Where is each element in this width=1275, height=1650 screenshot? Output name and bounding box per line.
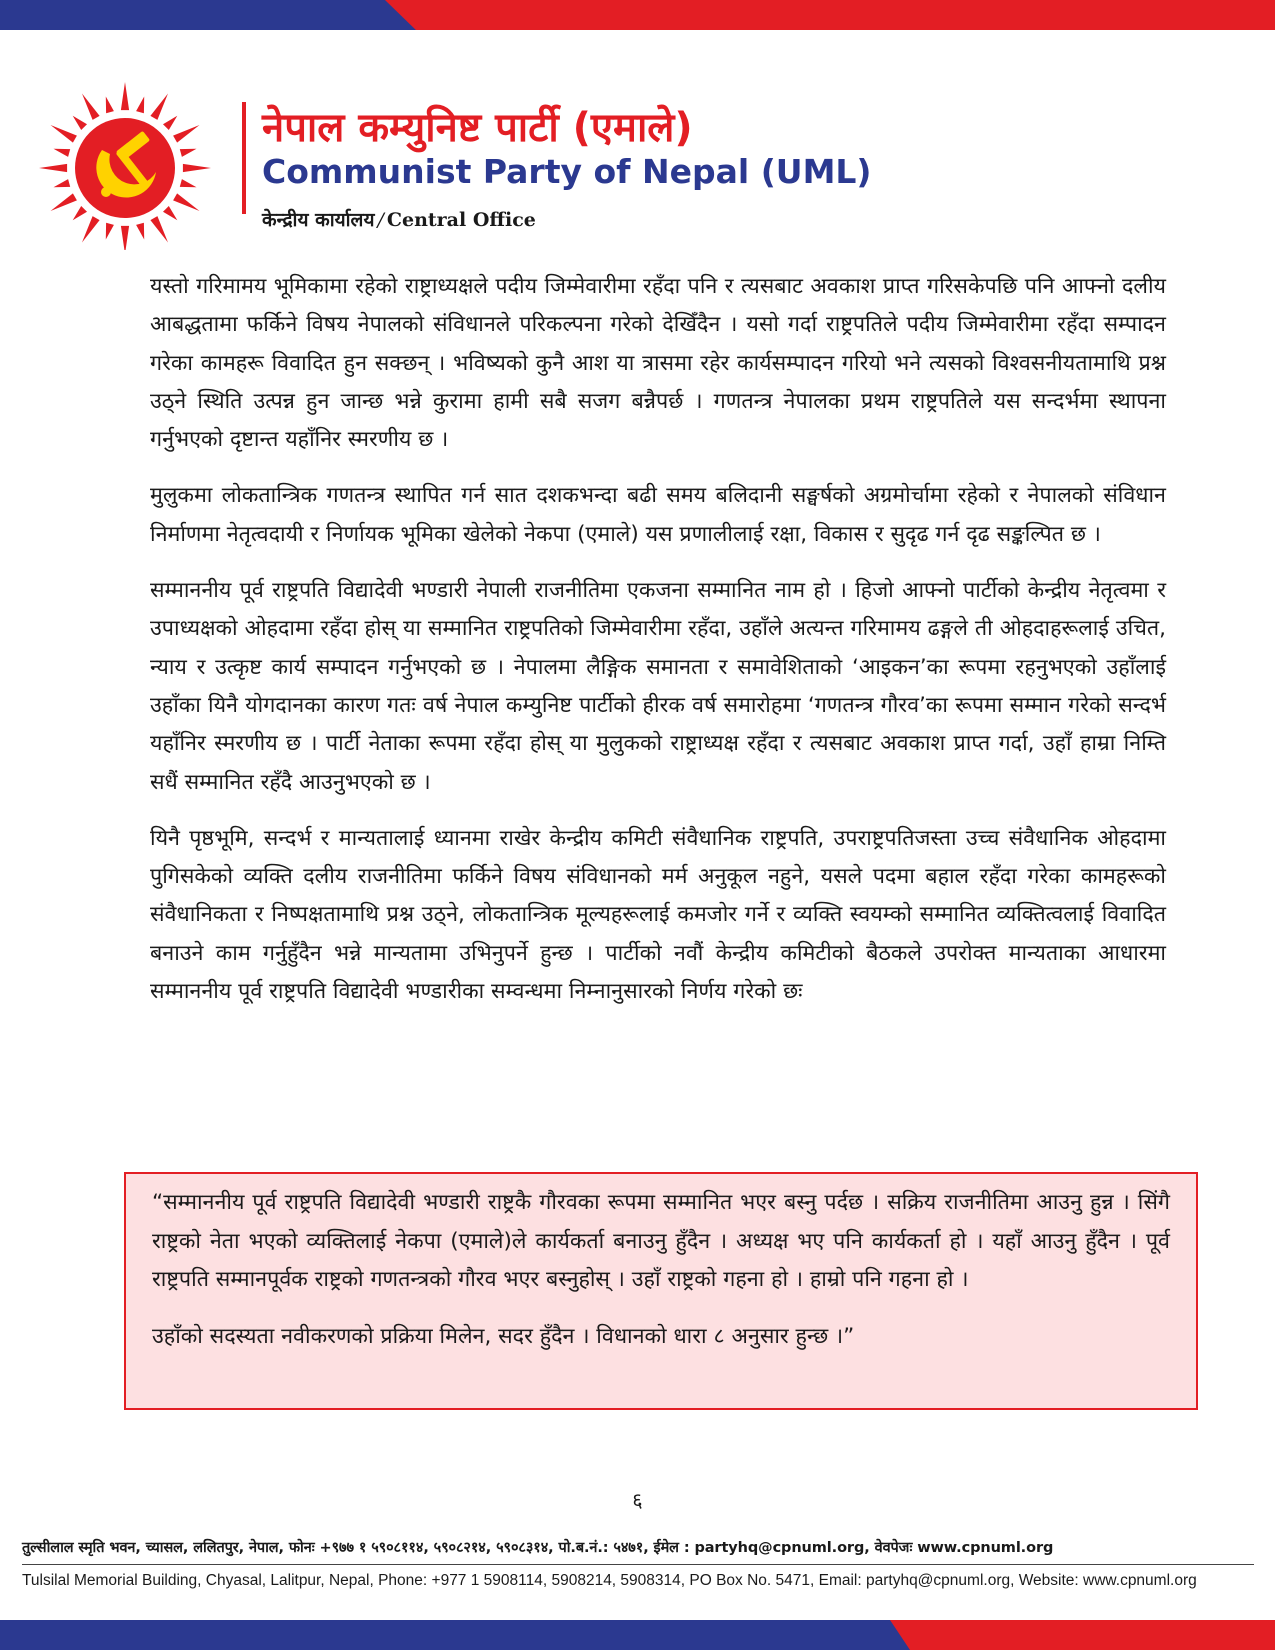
sun-ray bbox=[54, 149, 71, 157]
sun-ray bbox=[51, 193, 77, 211]
footer-address-english: Tulsilal Memorial Building, Chyasal, Lalitpur, Nepal, Phone: +977 1 5908114, 5908214, 5908314, PO Box No. 5471, Email: partyhq@cpnuml.org, Website: www.cpnuml.org bbox=[22, 1572, 1197, 1589]
bottom-color-bar bbox=[0, 1612, 1275, 1650]
decision-quote-box bbox=[124, 1172, 1198, 1410]
party-title-english: Communist Party of Nepal (UML) bbox=[262, 152, 872, 191]
sun-ray bbox=[121, 82, 129, 110]
sun-ray bbox=[173, 125, 199, 143]
footer-address-nepali: तुल्सीलाल स्मृति भवन, च्यासल, ललितपुर, नेपाल, फोनः +९७७ १ ५९०८११४, ५९०८२१४, ५९०८३१४, पो.ब.नं.: ५४७१, ईमेल : partyhq@cpnuml.org, वेवपेजः www.cpnuml.org bbox=[22, 1540, 1054, 1556]
sun-ray bbox=[136, 97, 144, 114]
sun-ray bbox=[136, 223, 144, 240]
body-paragraph: यस्तो गरिमामय भूमिकामा रहेको राष्ट्राध्यक्षले पदीय जिम्मेवारीमा रहँदा पनि र त्यसबाट अवकाश प्राप्त गरिसकेपछि पनि आफ्नो दलीय आबद्धतामा फर्किने विषय नेपालको संविधानले परिकल्पना गरेको देखिँदैन । यसो गर्दा राष्ट्रपतिले पदीय जिम्मेवारीमा रहँदा सम्पादन गरेका कामहरू विवादित हुन सक्छन् । भविष्यको कुनै आश या त्रासमा रहेर कार्यसम्पादन गरियो भने त्यसको विश्वसनीयतामाथि प्रश्न उठ्ने स्थिति उत्पन्न हुन जान्छ भन्ने कुरामा हामी सबै सजग बन्नैपर्छ । गणतन्त्र नेपालका प्रथम राष्ट्रपतिले यस सन्दर्भमा स्थापना गर्नुभएको दृष्टान्त यहाँनिर स्मरणीय छ । bbox=[150, 274, 1166, 453]
sun-ray bbox=[82, 94, 100, 120]
office-label bbox=[262, 206, 536, 232]
page-number: ६ bbox=[632, 1488, 643, 1512]
sun-ray bbox=[106, 223, 114, 240]
office-label-nepali: केन्द्रीय कार्यालय bbox=[262, 209, 375, 231]
top-color-bar bbox=[0, 0, 1275, 34]
sun-ray bbox=[121, 226, 129, 250]
quote-paragraph: “सम्माननीय पूर्व राष्ट्रपति विद्यादेवी भण्डारी राष्ट्रकै गौरवका रूपमा सम्मानित भएर बस्नु पर्दछ । सक्रिय राजनीतिमा आउनु हुन्न । सिंगै राष्ट्रको नेता भएको व्यक्तिलाई नेकपा (एमाले)ले कार्यकर्ता बनाउनु हुँदैन । अध्यक्ष भए पनि कार्यकर्ता हो । यहाँ आउनु हुँदैन । पूर्व राष्ट्रपति सम्मानपूर्वक राष्ट्रको गणतन्त्रको गौरव भएर बस्नुहोस् । उहाँ राष्ट्रको गहना हो । हाम्रो पनि गहना हो । bbox=[152, 1190, 1170, 1292]
sun-ray bbox=[54, 179, 71, 187]
quote-paragraph: उहाँको सदस्यता नवीकरणको प्रक्रिया मिलेन, सदर हुँदैन । विधानको धारा ८ अनुसार हुन्छ ।” bbox=[152, 1323, 855, 1349]
sun-ray bbox=[173, 193, 199, 211]
sun-ray bbox=[150, 216, 168, 242]
letterhead bbox=[0, 80, 1275, 250]
body-paragraph: सम्माननीय पूर्व राष्ट्रपति विद्यादेवी भण्डारी नेपाली राजनीतिमा एकजना सम्मानित नाम हो । हिजो आफ्नो पार्टीको केन्द्रीय नेतृत्वमा र उपाध्यक्षको ओहदामा रहँदा होस् या सम्मानित राष्ट्रपतिको जिम्मेवारीमा रहँदा, उहाँले अत्यन्त गरिमामय ढङ्गले ती ओहदाहरूलाई उचित, न्याय र उत्कृष्ट कार्य सम्पादन गर्नुभएको छ । नेपालमा लैङ्गिक समानता र समावेशिताको ‘आइकन’का रूपमा रहनुभएको उहाँलाई उहाँका यिनै योगदानका कारण गतः वर्ष नेपाल कम्युनिष्ट पार्टीको हीरक वर्ष समारोहमा ‘गणतन्त्र गौरव’का रूपमा सम्मान गरेको सन्दर्भ यहाँनिर स्मरणीय छ । पार्टी नेताका रूपमा रहँदा होस् या मुलुकको राष्ट्राध्यक्ष रहँदा र त्यसबाट अवकाश प्राप्त गर्दा, उहाँ हाम्रा निम्ति सधैं सम्मानित रहँदै आउनुभएको छ । bbox=[150, 578, 1166, 795]
sun-ray bbox=[82, 216, 100, 242]
sun-ray bbox=[163, 116, 177, 130]
sun-ray bbox=[73, 116, 87, 130]
sun-ray bbox=[180, 149, 197, 157]
office-label-separator: / bbox=[377, 209, 384, 231]
office-label-english: Central Office bbox=[386, 209, 536, 231]
sun-ray bbox=[73, 206, 87, 220]
sun-ray bbox=[183, 164, 211, 172]
document-body bbox=[150, 268, 1166, 1011]
party-title-nepali: नेपाल कम्युनिष्ट पार्टी (एमाले) bbox=[262, 105, 693, 151]
sun-ray bbox=[180, 179, 197, 187]
sun-ray bbox=[106, 97, 114, 114]
sun-ray bbox=[51, 125, 77, 143]
footer-rule bbox=[22, 1564, 1254, 1565]
sun-ray bbox=[163, 206, 177, 220]
body-paragraph: यिनै पृष्ठभूमि, सन्दर्भ र मान्यतालाई ध्यानमा राखेर केन्द्रीय कमिटी संवैधानिक राष्ट्रपति, उपराष्ट्रपतिजस्ता उच्च संवैधानिक ओहदामा पुगिसकेको व्यक्ति दलीय राजनीतिमा फर्किने विषय संविधानको मर्म अनुकूल नहुने, यसले पदमा बहाल रहँदा गरेका कामहरूको संवैधानिकता र निष्पक्षतामाथि प्रश्न उठ्ने, लोकतान्त्रिक मूल्यहरूलाई कमजोर गर्ने र व्यक्ति स्वयम्को सम्मानित व्यक्तित्वलाई विवादित बनाउने काम गर्नुहुँदैन भन्ने मान्यतामा उभिनुपर्ने हुन्छ । पार्टीको नवौं केन्द्रीय कमिटीको बैठकले उपरोक्त मान्यताका आधारमा सम्माननीय पूर्व राष्ट्रपति विद्यादेवी भण्डारीका सम्वन्धमा निम्नानुसारको निर्णय गरेको छः bbox=[150, 825, 1166, 1005]
body-paragraph: मुलुकमा लोकतान्त्रिक गणतन्त्र स्थापित गर्न सात दशकभन्दा बढी समय बलिदानी सङ्घर्षको अग्रमोर्चामा रहेको र नेपालको संविधान निर्माणमा नेतृत्वदायी र निर्णायक भूमिका खेलेको नेकपा (एमाले) यस प्रणालीलाई रक्षा, विकास र सुदृढ गर्न दृढ सङ्कल्पित छ । bbox=[150, 483, 1166, 547]
header-divider bbox=[242, 102, 246, 214]
sun-ray bbox=[39, 164, 67, 172]
sun-hammer-sickle-emblem-icon bbox=[30, 80, 220, 250]
sun-ray bbox=[150, 94, 168, 120]
